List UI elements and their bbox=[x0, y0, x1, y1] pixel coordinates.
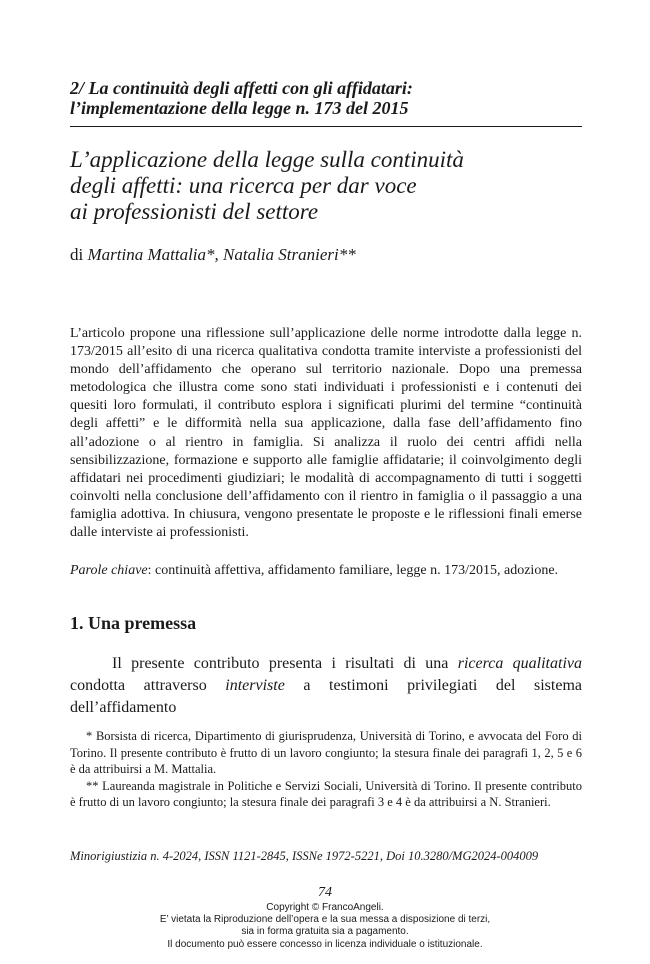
body-emphasis: ricerca qualitativa bbox=[457, 655, 582, 672]
copyright-notice bbox=[0, 902, 650, 951]
keywords-label: Parole chiave bbox=[70, 563, 148, 578]
body-text: Il presente contributo presenta i risultati di una bbox=[112, 655, 458, 672]
section-heading-line: l’implementazione della legge n. 173 del 2015 bbox=[70, 98, 409, 118]
copyright-line: Copyright © FrancoAngeli. bbox=[266, 902, 384, 913]
byline bbox=[70, 245, 356, 265]
footnotes bbox=[70, 728, 582, 811]
section-1-heading: 1. Una premessa bbox=[70, 613, 197, 633]
article-title bbox=[70, 147, 582, 225]
keywords bbox=[70, 562, 582, 580]
body-text: condotta attraverso bbox=[70, 677, 226, 694]
keywords-values: : continuità affettiva, affidamento familiare, legge n. 173/2015, adozione. bbox=[147, 563, 559, 578]
byline-prefix: di bbox=[70, 245, 84, 264]
article-title-line: L’applicazione della legge sulla continuità bbox=[70, 147, 464, 172]
abstract: L’articolo propone una riflessione sull’applicazione delle norme introdotte dalla legge n. 173/2015 all’esito di una ricerca qualitativa condotta tramite interviste a professionisti del mondo dell’affidamento che operano sul territorio nazionale. Dopo una premessa metodologica che illustra come sono stati individuati i professionisti e i contenuti dei quesiti loro formulati, il contributo esplora i significati plurimi del termine “continuità degli affetti” e le difformità nella sua applicazione, dalla fase dell’affidamento fino all’adozione o al rientro in famiglia. Si analizza il ruolo dei centri affidi nella sensibilizzazione, formazione e supporto alle famiglie affidatarie; il coinvolgimento degli affidatari nei procedimenti giudiziari; le modalità di accompagnamento di tutti i soggetti coinvolti nella conclusione dell’affidamento con il rientro in famiglia o il passaggio a una famiglia adottiva. In chiusura, vengono presentate le proposte e le riflessioni finali emerse dalle interviste ai professionisti. bbox=[70, 326, 582, 541]
copyright-line: Il documento può essere concesso in licenza individuale o istituzionale. bbox=[167, 938, 483, 950]
journal-reference: Minorigiustizia n. 4-2024, ISSN 1121-2845, ISSNe 1972-5221, Doi 10.3280/MG2024-004009 bbox=[70, 849, 539, 863]
footnote: * Borsista di ricerca, Dipartimento di giurisprudenza, Università di Torino, e avvocata del Foro di Torino. Il presente contributo è frutto di un lavoro congiunto; la stesura finale dei paragrafi 1, 2, 5 e 6 è da attribuirsi a M. Mattalia. bbox=[70, 729, 582, 776]
article-title-line: degli affetti: una ricerca per dar voce bbox=[70, 173, 417, 198]
article-title-line: ai professionisti del settore bbox=[70, 199, 319, 224]
section-heading bbox=[70, 78, 580, 118]
page-number: 74 bbox=[318, 885, 332, 900]
section-1-paragraph bbox=[70, 653, 582, 719]
body-text: a testimoni privilegiati del sistema dell’affidamento bbox=[70, 677, 582, 716]
section-heading-line: 2/ La continuità degli affetti con gli affidatari: bbox=[70, 78, 413, 98]
body-emphasis: interviste bbox=[225, 677, 285, 694]
heading-divider bbox=[70, 126, 582, 127]
authors: Martina Mattalia*, Natalia Stranieri** bbox=[87, 245, 356, 264]
copyright-line: sia in forma gratuita sia a pagamento. bbox=[241, 926, 409, 938]
footnote: ** Laureanda magistrale in Politiche e Servizi Sociali, Università di Torino. Il presente contributo è frutto di un lavoro congiunto; la stesura finale dei paragrafi 3 e 4 è da attribuirsi a N. Stranieri. bbox=[70, 778, 582, 809]
copyright-line: E’ vietata la Riproduzione dell’opera e la sua messa a disposizione di terzi, bbox=[159, 914, 491, 926]
